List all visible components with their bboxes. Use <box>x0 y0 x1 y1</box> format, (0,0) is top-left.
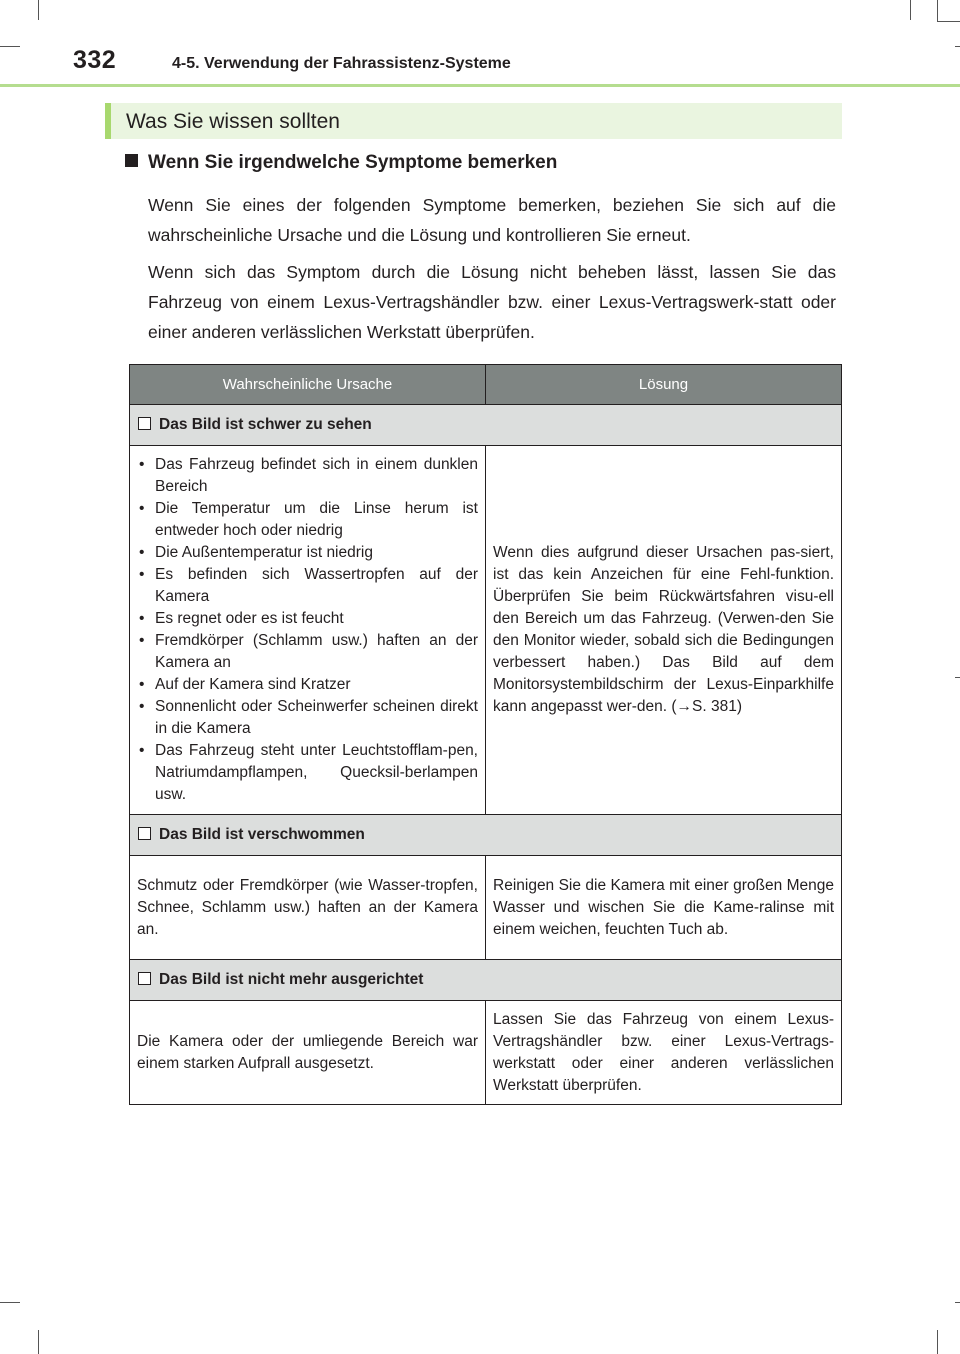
page-number: 332 <box>73 46 117 74</box>
subheading-text: Wenn Sie irgendwelche Symptome bemerken <box>148 152 558 173</box>
list-item: • Die Temperatur um die Linse herum ist entweder hoch oder niedrig <box>137 498 478 542</box>
group-row <box>130 815 842 856</box>
group-title-text: Das Bild ist verschwommen <box>159 826 365 843</box>
checkbox-icon <box>138 827 151 840</box>
solution-cell: Wenn dies aufgrund dieser Ursachen pas-siert, ist das kein Anzeichen für eine Fehl-funktion. Überprüfen Sie beim Rückwärtsfahren visu-ell den Bereich um das Fahrzeug. (Verwen-den Sie den Monitor wieder, sobald sich die Bedingungen verbessert haben.) Das Bild auf dem Monitorsystembildschirm der Lexus-Einparkhilfe kann angepasst wer-den. (→S. 381) <box>486 446 842 815</box>
subheading <box>125 152 557 174</box>
group-title-text: Das Bild ist nicht mehr ausgerichtet <box>159 971 424 988</box>
crop-mark <box>955 1302 960 1303</box>
square-bullet-icon <box>125 154 138 167</box>
info-box-heading <box>105 103 842 139</box>
solution-cell: Reinigen Sie die Kamera mit einer großen Menge Wasser und wischen Sie die Kame-ralinse mit einem weichen, feuchten Tuch ab. <box>486 856 842 960</box>
list-item: • Sonnenlicht oder Scheinwerfer scheinen direkt in die Kamera <box>137 696 478 740</box>
list-item: • Das Fahrzeug befindet sich in einem dunklen Bereich <box>137 454 478 498</box>
group-row <box>130 405 842 446</box>
list-item: • Es regnet oder es ist feucht <box>137 608 478 630</box>
intro-paragraph: Wenn Sie eines der folgenden Symptome bemerken, beziehen Sie sich auf die wahrscheinliche Ursache und die Lösung und kontrollieren Sie erneut. <box>148 195 836 245</box>
group-title <box>130 960 842 1001</box>
crop-mark <box>910 0 911 20</box>
table-row <box>130 446 842 815</box>
troubleshooting-table <box>129 364 842 1105</box>
group-row <box>130 960 842 1001</box>
list-item: • Es befinden sich Wassertropfen auf der Kamera <box>137 564 478 608</box>
table-row <box>130 856 842 960</box>
crop-mark <box>38 0 39 20</box>
crop-mark <box>0 46 20 47</box>
list-item: • Fremdkörper (Schlamm usw.) haften an der Kamera an <box>137 630 478 674</box>
column-header-solution: Lösung <box>486 365 842 405</box>
solution-cell: Lassen Sie das Fahrzeug von einem Lexus-Vertragshändler bzw. einer Lexus-Vertrags-werkstatt oder einer anderen verlässlichen Werkstatt überprüfen. <box>486 1001 842 1105</box>
section-title: 4-5. Verwendung der Fahrassistenz-Systeme <box>172 55 511 72</box>
group-title-text: Das Bild ist schwer zu sehen <box>159 416 372 433</box>
list-item: • Auf der Kamera sind Kratzer <box>137 674 478 696</box>
checkbox-icon <box>138 417 151 430</box>
table-row <box>130 1001 842 1105</box>
column-header-cause: Wahrscheinliche Ursache <box>130 365 486 405</box>
crop-mark <box>937 21 960 22</box>
cause-list <box>137 454 478 806</box>
table-header-row <box>130 365 842 405</box>
cause-cell: Die Kamera oder der umliegende Bereich war einem starken Aufprall ausgesetzt. <box>130 1001 486 1105</box>
crop-mark <box>0 1302 20 1303</box>
info-box-title: Was Sie wissen sollten <box>126 110 340 133</box>
list-item: • Die Außentemperatur ist niedrig <box>137 542 478 564</box>
crop-mark <box>38 1330 39 1354</box>
crop-mark <box>937 0 938 22</box>
intro-paragraph: Wenn sich das Symptom durch die Lösung nicht beheben lässt, lassen Sie das Fahrzeug von einem Lexus-Vertragshändler bzw. einer Lexus-Vertragswerk-statt oder einer anderen verlässlichen Werkstatt überprüfen. <box>148 262 836 342</box>
crop-mark <box>937 1330 938 1354</box>
cause-cell <box>130 446 486 815</box>
crop-mark <box>955 46 960 47</box>
cause-cell: Schmutz oder Fremdkörper (wie Wasser-tropfen, Schnee, Schlamm usw.) haften an der Kamera an. <box>130 856 486 960</box>
crop-mark <box>955 677 960 678</box>
checkbox-icon <box>138 972 151 985</box>
group-title <box>130 815 842 856</box>
header-rule <box>0 84 960 87</box>
list-item: • Das Fahrzeug steht unter Leuchtstofflam-pen, Natriumdampflampen, Quecksil-berlampen usw. <box>137 740 478 806</box>
group-title <box>130 405 842 446</box>
